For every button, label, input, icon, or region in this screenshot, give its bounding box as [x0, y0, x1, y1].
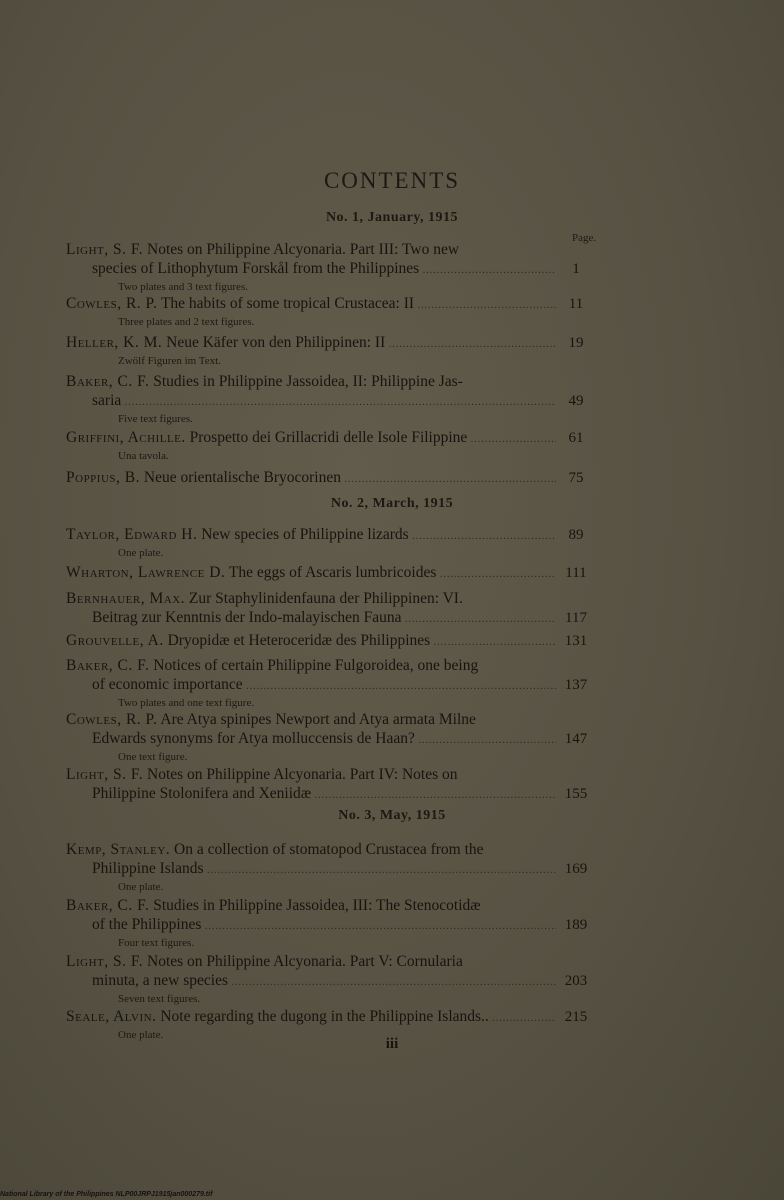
entry-line — [66, 1007, 556, 1028]
entry-note: Two plates and one text figure. — [118, 697, 255, 709]
entry-page-number: 89 — [568, 527, 584, 543]
entry-page-number: 111 — [565, 565, 587, 581]
entry-note: Three plates and 2 text figures. — [118, 316, 255, 328]
entry-title-line: saria — [92, 392, 122, 409]
entry-author: Baker, C. F. — [66, 897, 150, 914]
entry-note: Five text figures. — [118, 413, 193, 425]
entry-page-number: 19 — [568, 335, 584, 351]
entry-title-line: New species of Philippine lizards — [201, 526, 409, 543]
entry-author: Light, S. F. — [66, 953, 144, 970]
entry-title-line: Note regarding the dugong in the Philippine Islands.. — [160, 1008, 489, 1025]
entry-page-number: 155 — [564, 786, 588, 802]
entry-title-line: minuta, a new species — [92, 972, 229, 989]
entry-author: Bernhauer, Max. — [66, 590, 186, 607]
entry-author: Cowles, R. P. — [66, 295, 158, 312]
entry-page-number: 189 — [564, 917, 588, 933]
entry-note: One plate. — [118, 881, 164, 893]
toc-entry — [66, 333, 606, 368]
entry-title-line: Zur Staphylinidenfauna der Philippinen: VI. — [188, 590, 463, 607]
entry-line — [66, 729, 556, 750]
entry-title-line: species of Lithophytum Forskål from the Philippines — [92, 260, 420, 277]
entry-line — [66, 952, 556, 971]
section-heading: No. 1, January, 1915 — [325, 210, 459, 225]
toc-entry — [66, 952, 606, 1006]
entry-page-number: 117 — [565, 610, 587, 626]
entry-line — [66, 859, 556, 880]
toc-entry — [66, 240, 606, 294]
entry-line — [66, 840, 556, 859]
page-folio: iii — [385, 1036, 399, 1052]
entry-line — [66, 333, 556, 354]
toc-entry — [66, 525, 606, 560]
toc-entry — [66, 589, 606, 629]
entry-page-number: 1 — [572, 261, 580, 277]
toc-entry — [66, 896, 606, 950]
entry-note: Four text figures. — [118, 937, 195, 949]
entry-line — [66, 428, 556, 449]
entry-title-line: Are Atya spinipes Newport and Atya armata Milne — [160, 711, 476, 728]
entry-author: Poppius, B. — [66, 469, 140, 486]
entry-title-line: On a collection of stomatopod Crustacea from the — [174, 841, 484, 858]
entry-author: Taylor, Edward H. — [66, 526, 198, 543]
entry-page-number: 11 — [568, 296, 584, 312]
toc-entry — [66, 656, 606, 710]
entry-line — [66, 468, 556, 489]
entry-author: Light, S. F. — [66, 241, 144, 258]
entry-title-line: Beitrag zur Kenntnis der Indo-malayischen Fauna — [92, 609, 402, 626]
entry-page-number: 147 — [564, 731, 588, 747]
entry-author: Seale, Alvin. — [66, 1008, 157, 1025]
entry-title-line: Studies in Philippine Jassoidea, II: Philippine Jas- — [153, 373, 463, 390]
entry-author: Cowles, R. P. — [66, 711, 158, 728]
entry-title-line: Notes on Philippine Alcyonaria. Part IV: Notes on — [147, 766, 458, 783]
entry-line — [66, 525, 556, 546]
entry-note: One plate. — [118, 1029, 164, 1041]
entry-author: Heller, K. M. — [66, 334, 163, 351]
entry-author: Griffini, Achille. — [66, 429, 186, 446]
entry-line — [66, 294, 556, 315]
entry-note: Seven text figures. — [118, 993, 201, 1005]
entry-line — [66, 971, 556, 992]
entry-title-line: Edwards synonyms for Atya molluccensis de Haan? — [92, 730, 415, 747]
entry-title-line: Notes on Philippine Alcyonaria. Part V: Cornularia — [147, 953, 463, 970]
entry-line — [66, 563, 556, 584]
entry-page-number: 131 — [564, 633, 588, 649]
entry-line — [66, 915, 556, 936]
toc-entry — [66, 840, 606, 894]
scan-footer: National Library of the Philippines NLP00JRPJ1915jan000279.tif — [0, 1191, 213, 1198]
entry-title-line: of the Philippines — [92, 916, 202, 933]
entry-title-line: The habits of some tropical Crustacea: II — [160, 295, 415, 312]
entry-note: Two plates and 3 text figures. — [118, 281, 248, 293]
entry-line — [66, 608, 556, 629]
section-heading: No. 2, March, 1915 — [330, 496, 454, 511]
entry-note: Una tavola. — [118, 450, 169, 462]
entry-title-line: of economic importance — [92, 676, 243, 693]
entry-page-number: 61 — [568, 430, 584, 446]
entry-line — [66, 259, 556, 280]
toc-entry — [66, 428, 606, 463]
entry-author: Grouvelle, A. — [66, 632, 164, 649]
page-title: CONTENTS — [323, 168, 461, 193]
entry-line — [66, 896, 556, 915]
entry-title-line: Philippine Stolonifera and Xeniidæ — [92, 785, 312, 802]
entry-author: Baker, C. F. — [66, 373, 150, 390]
page-column-header: Page. — [572, 232, 597, 244]
entry-page-number: 169 — [564, 861, 588, 877]
entry-line — [66, 784, 556, 805]
entry-line — [66, 589, 556, 608]
entry-title-line: Dryopidæ et Heteroceridæ des Philippines — [167, 632, 431, 649]
entry-note: Zwölf Figuren im Text. — [118, 355, 221, 367]
entry-line — [66, 240, 556, 259]
entry-title-line: Neue orientalische Bryocorinen — [143, 469, 341, 486]
entry-author: Light, S. F. — [66, 766, 144, 783]
section-heading: No. 3, May, 1915 — [338, 808, 446, 823]
entry-page-number: 75 — [568, 470, 584, 486]
entry-title-line: Prospetto dei Grillacridi delle Isole Filippine — [189, 429, 468, 446]
entry-line — [66, 631, 556, 652]
toc-entry — [66, 563, 606, 584]
entry-page-number: 215 — [564, 1009, 588, 1025]
entry-title-line: Philippine Islands — [92, 860, 204, 877]
entry-page-number: 49 — [568, 393, 584, 409]
toc-entry — [66, 631, 606, 652]
toc-entry — [66, 468, 606, 489]
entry-title-line: Notes on Philippine Alcyonaria. Part III: Two new — [147, 241, 460, 258]
entry-page-number: 137 — [564, 677, 588, 693]
entry-note: One text figure. — [118, 751, 188, 763]
entry-line — [66, 372, 556, 391]
entry-page-number: 203 — [564, 973, 588, 989]
entry-author: Baker, C. F. — [66, 657, 150, 674]
entry-author: Kemp, Stanley. — [66, 841, 171, 858]
entry-author: Wharton, Lawrence D. — [66, 564, 226, 581]
entry-title-line: Notices of certain Philippine Fulgoroidea, one being — [153, 657, 479, 674]
toc-entry — [66, 710, 606, 764]
entry-line — [66, 656, 556, 675]
entry-title-line: The eggs of Ascaris lumbricoides — [228, 564, 437, 581]
toc-entry — [66, 372, 606, 426]
entry-title-line: Studies in Philippine Jassoidea, III: The Stenocotidæ — [153, 897, 481, 914]
toc-entry — [66, 765, 606, 805]
entry-line — [66, 391, 556, 412]
entry-line — [66, 675, 556, 696]
entry-line — [66, 710, 556, 729]
entry-note: One plate. — [118, 547, 164, 559]
toc-entry — [66, 294, 606, 329]
entry-line — [66, 765, 556, 784]
entry-title-line: Neue Käfer von den Philippinen: II — [166, 334, 386, 351]
